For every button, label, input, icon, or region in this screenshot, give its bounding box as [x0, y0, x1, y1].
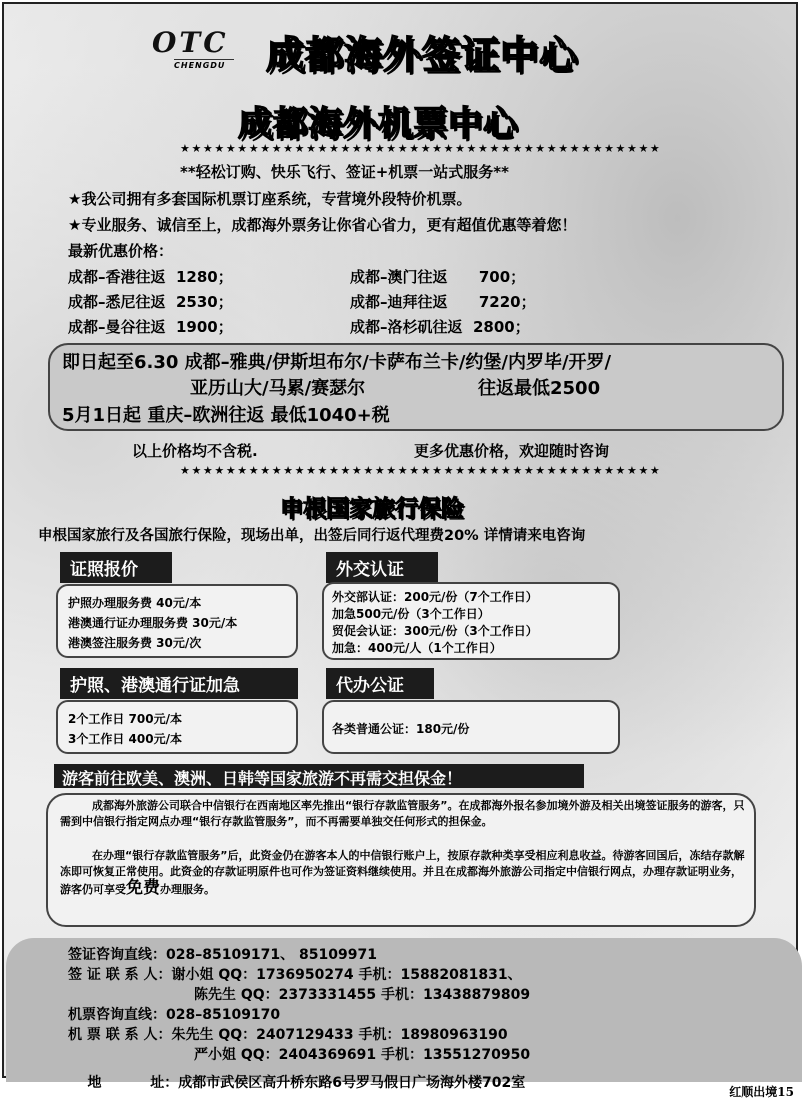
visa-center-title: 成都海外签证中心 — [266, 33, 579, 77]
price-route — [350, 291, 536, 312]
deposit-paragraph-2-end: 办理服务。 — [160, 883, 215, 896]
deposit-paragraph-2 — [60, 848, 750, 898]
price-route-name: 成都–曼谷往返 — [68, 318, 166, 336]
urgent-header: 护照、港澳通行证加急 — [60, 668, 298, 699]
diplomatic-item: 加急500元/份（3个工作日） — [332, 607, 490, 621]
contact-label: 地 址： — [87, 1075, 179, 1091]
notary-header: 代办公证 — [326, 668, 434, 699]
promo-line-2: 亚历山大/马累/赛瑟尔 — [190, 378, 366, 399]
passport-fee-item: 港澳签注服务费 30元/次 — [68, 636, 202, 650]
contact-value: 陈先生 QQ：2373331455 手机：13438879809 — [194, 987, 531, 1003]
price-route-name: 成都–悉尼往返 — [68, 293, 166, 311]
deposit-paragraph-2-text: 在办理“银行存款监管服务”后，此资金仍在游客本人的中信银行账户上，按原存款种类享受相应利息收益。待游客回国后，冻结存款解冻即可恢复正常使用。此资金的存款证明原件也可作为签证资料继续使用。并且在成都海外旅游公司指定中信银行网点，办理存款证明业务，游客仍可享受 — [60, 849, 745, 896]
contact-label: 机票咨询直线： — [68, 1007, 166, 1023]
notary-item: 各类普通公证：180元/份 — [332, 722, 470, 736]
insurance-desc: 申根国家旅行及各国旅行保险，现场出单，出签后同行返代理费20% 详情请来电咨询 — [38, 528, 586, 544]
star-divider-top: ★★★★★★★★★★★★★★★★★★★★★★★★★★★★★★★★★★★★★★★★★★ — [180, 142, 662, 155]
price-route-name: 成都–洛杉矶往返 — [350, 318, 463, 336]
price-route-name: 成都–迪拜往返 — [350, 293, 448, 311]
price-value: 2530； — [175, 293, 233, 311]
price-route — [68, 266, 233, 287]
contact-row — [194, 984, 530, 1004]
diplomatic-item: 加急：400元/人（1个工作日） — [332, 641, 502, 655]
price-route — [68, 316, 233, 337]
contact-value: 成都市武侯区高升桥东路6号罗马假日广场海外楼702室 — [178, 1075, 526, 1091]
contact-label: 签 证 联 系 人： — [68, 967, 172, 983]
contact-row — [68, 964, 522, 984]
price-route — [350, 266, 525, 287]
diplomatic-item: 贸促会认证：300元/份（3个工作日） — [332, 624, 538, 638]
deposit-paragraph-1: 成都海外旅游公司联合中信银行在西南地区率先推出“银行存款监管服务”。在成都海外报名参加境外游及相关出境签证服务的游客，只需到中信银行指定网点办理“银行存款监管服务”，而不再需要单独交任何形式的担保金。 — [60, 799, 745, 828]
star-divider-bottom: ★★★★★★★★★★★★★★★★★★★★★★★★★★★★★★★★★★★★★★★★★★ — [180, 464, 662, 477]
contact-label: 机 票 联 系 人： — [68, 1027, 172, 1043]
price-value: 700； — [478, 268, 526, 286]
price-value: 1900； — [175, 318, 233, 336]
contact-value: 严小姐 QQ：2404369691 手机：13551270950 — [194, 1047, 531, 1063]
promo-line-3: 5月1日起 重庆–欧洲往返 最低1040+税 — [62, 405, 390, 426]
passport-fee-item: 港澳通行证办理服务费 30元/本 — [68, 616, 238, 630]
no-deposit-banner: 游客前往欧美、澳洲、日韩等国家旅游不再需交担保金！ — [54, 764, 584, 788]
price-route — [68, 291, 233, 312]
promo-line-2-price: 往返最低2500 — [478, 378, 601, 399]
price-value: 1280； — [175, 268, 233, 286]
insurance-title: 申根国家旅行保险 — [280, 496, 464, 522]
page-number: 红顺出境15 — [729, 1085, 794, 1099]
promo-line-1: 即日起至6.30 成都–雅典/伊斯坦布尔/卡萨布兰卡/约堡/内罗毕/开罗/ — [62, 352, 612, 373]
page-frame — [2, 2, 798, 1091]
logo-main-text: OTC — [152, 26, 229, 59]
contact-value: 朱先生 QQ：2407129433 手机：18980963190 — [171, 1027, 508, 1043]
price-route-name: 成都–澳门往返 — [350, 268, 448, 286]
contact-value: 谢小姐 QQ：1736950274 手机：15882081831、 — [171, 967, 522, 983]
passport-fee-item: 护照办理服务费 40元/本 — [68, 596, 202, 610]
more-prices-note: 更多优惠价格，欢迎随时咨询 — [414, 442, 610, 460]
diplomatic-item: 外交部认证：200元/份（7个工作日） — [332, 590, 538, 604]
urgent-item: 3个工作日 400元/本 — [68, 732, 182, 746]
passport-fees-header: 证照报价 — [60, 552, 172, 583]
tax-note: 以上价格均不含税. — [132, 442, 258, 460]
contact-label: 签证咨询直线： — [68, 947, 166, 963]
contact-row — [68, 1024, 508, 1044]
diplomatic-header: 外交认证 — [326, 552, 438, 583]
intro-line-1: ★我公司拥有多套国际机票订座系统，专营境外段特价机票。 — [68, 190, 472, 208]
free-highlight: 免费 — [126, 878, 160, 898]
logo-sub-text: CHENGDU — [174, 59, 234, 70]
contact-row — [68, 1004, 280, 1024]
price-value: 7220； — [478, 293, 536, 311]
slogan: **轻松订购、快乐飞行、签证+机票一站式服务** — [180, 163, 509, 181]
contact-value: 028–85109170 — [166, 1007, 281, 1023]
urgent-item: 2个工作日 700元/本 — [68, 712, 182, 726]
contact-row — [68, 1056, 525, 1108]
latest-prices-label: 最新优惠价格： — [68, 242, 174, 260]
otc-logo — [152, 26, 242, 72]
ticket-center-title: 成都海外机票中心 — [238, 104, 518, 144]
price-route — [350, 316, 530, 337]
contact-row — [68, 944, 377, 964]
price-value: 2800； — [472, 318, 530, 336]
price-route-name: 成都–香港往返 — [68, 268, 166, 286]
intro-line-2: ★专业服务、诚信至上，成都海外票务让你省心省力，更有超值优惠等着您！ — [68, 216, 577, 234]
contact-value: 028–85109171、 85109971 — [166, 947, 377, 963]
